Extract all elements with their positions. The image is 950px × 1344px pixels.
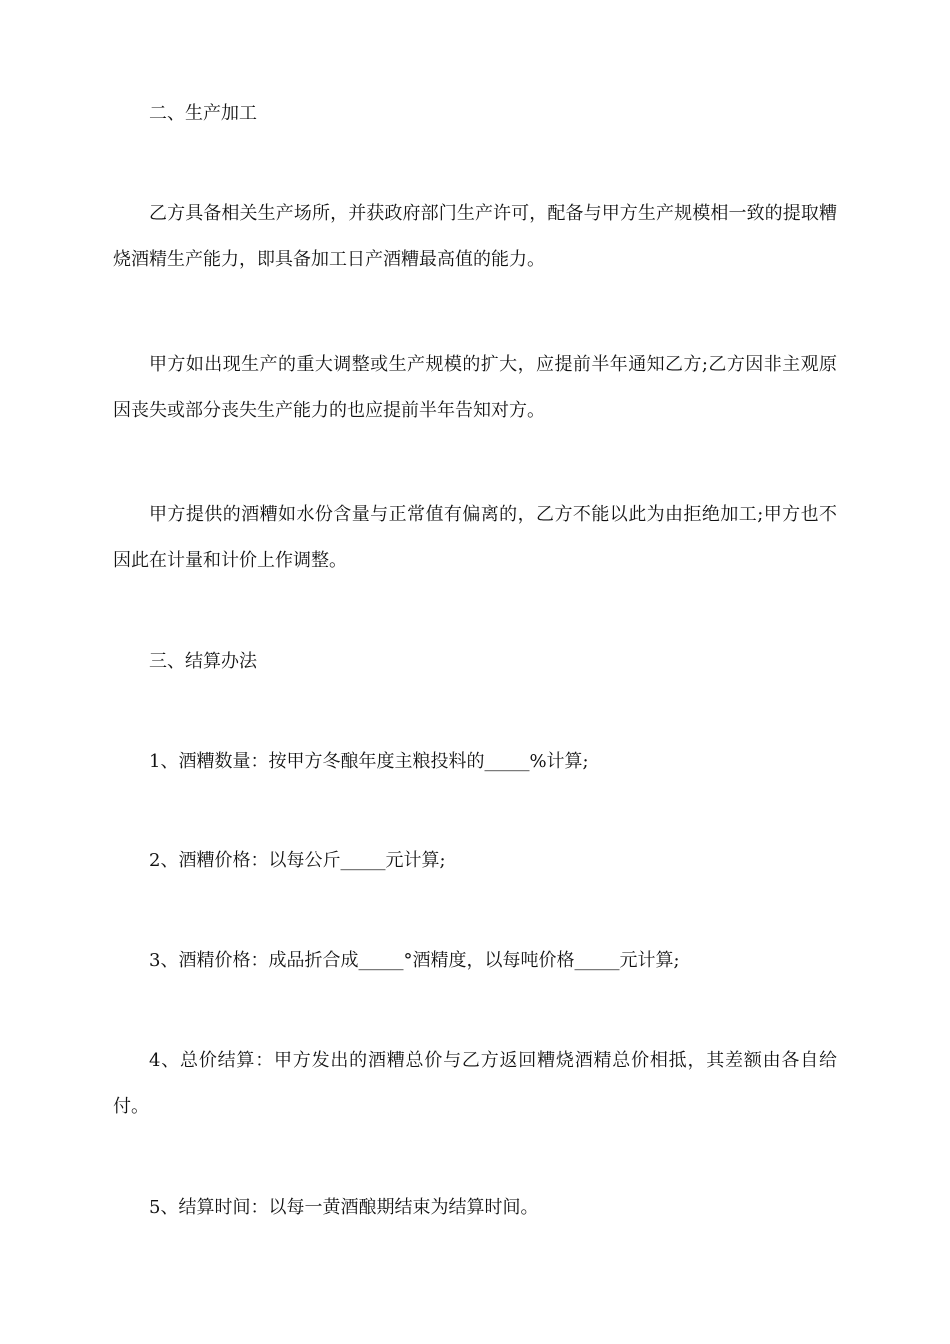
- settlement-item-alcohol-price: 3、酒精价格：成品折合成_____°酒精度，以每吨价格_____元计算;: [149, 950, 680, 971]
- settlement-item-total: 4、总价结算：甲方发出的酒糟总价与乙方返回糟烧酒精总价相抵，其差额由各自给付。: [113, 1050, 837, 1117]
- paragraph-production-capacity: 乙方具备相关生产场所，并获政府部门生产许可，配备与甲方生产规模相一致的提取糟烧酒精生产能力，即具备加工日产酒糟最高值的能力。: [113, 203, 837, 270]
- settlement-item-quantity: 1、酒糟数量：按甲方冬酿年度主粮投料的_____%计算;: [149, 751, 589, 772]
- settlement-item-grain-price: 2、酒糟价格：以每公斤_____元计算;: [149, 850, 446, 871]
- paragraph-scale-adjustment: 甲方如出现生产的重大调整或生产规模的扩大，应提前半年通知乙方;乙方因非主观原因丧失或部分丧失生产能力的也应提前半年告知对方。: [113, 354, 837, 421]
- section-heading-production: 二、生产加工: [149, 103, 257, 124]
- settlement-item-time: 5、结算时间：以每一黄酒酿期结束为结算时间。: [149, 1197, 539, 1218]
- paragraph-moisture-content: 甲方提供的酒糟如水份含量与正常值有偏离的，乙方不能以此为由拒绝加工;甲方也不因此在计量和计价上作调整。: [113, 504, 837, 571]
- section-heading-settlement: 三、结算办法: [149, 651, 257, 672]
